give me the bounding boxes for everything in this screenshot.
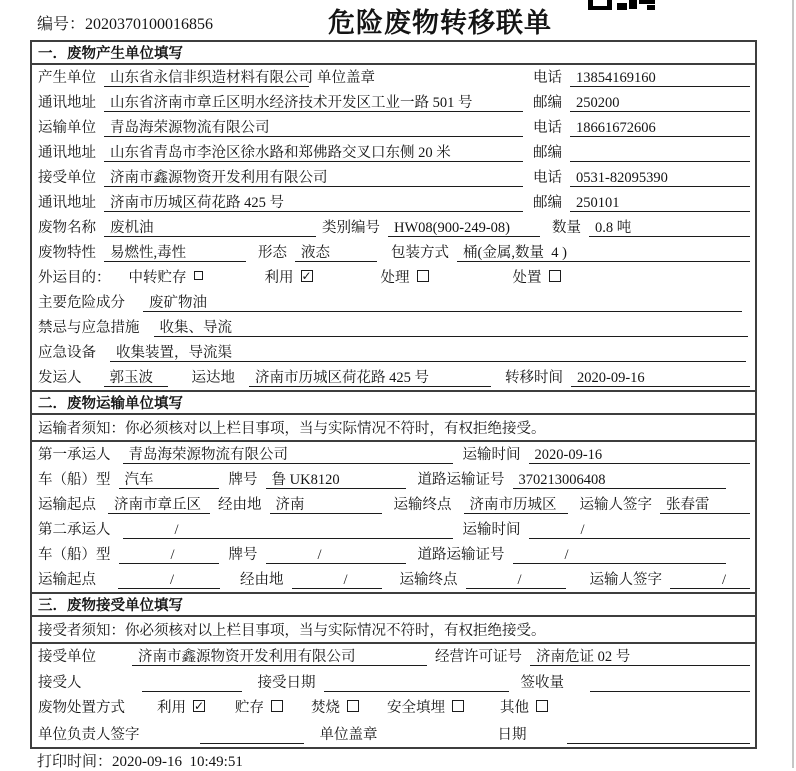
checkbox-label: 贮存 (235, 700, 264, 716)
form-row (32, 542, 755, 567)
producer-unit-value: 山东省永信非织造材料有限公司 (104, 69, 309, 87)
print-time-label: 打印时间： (37, 754, 113, 770)
field-label: 电话 (533, 170, 562, 186)
field-label: 经由地 (240, 572, 284, 588)
field-label: 电话 (533, 70, 562, 86)
print-time-value: 2020-09-16 10:49:51 (112, 754, 243, 770)
checkbox-icon (452, 700, 464, 712)
transporter-address-value: 山东省青岛市李沧区徐水路和郑佛路交叉口东侧 20 米 (104, 144, 523, 162)
form-row (32, 644, 755, 669)
section-receiver-title: 三．废物接受单位填写 (32, 592, 755, 617)
transport-date-1-value: 2020-09-16 (529, 446, 751, 464)
section-producer-title: 一．废物产生单位填写 (32, 42, 755, 65)
field-label: 运输人签字 (589, 572, 662, 588)
form-row (32, 165, 755, 190)
checkbox-checked-icon: ✓ (193, 698, 205, 713)
terminal-2-value: / (466, 571, 566, 589)
field-label: 单位负责人签字 (38, 727, 140, 743)
producer-postcode-value: 250200 (570, 94, 750, 112)
purpose-use-checkbox (265, 266, 313, 287)
form-row (32, 65, 755, 90)
unit-seal-2-label: 单位盖章 (319, 727, 378, 743)
waste-name-value: 废机油 (104, 219, 316, 237)
receive-unit-value: 济南市鑫源物资开发利用有限公司 (132, 648, 427, 666)
date-value (567, 726, 751, 744)
field-label: 废物名称 (38, 220, 96, 236)
field-label: 类别编号 (322, 220, 380, 236)
plate-number-1-value: 鲁 UK8120 (266, 471, 406, 489)
checkbox-icon (536, 700, 548, 712)
form-row (32, 290, 755, 315)
purpose-dispose-checkbox (513, 266, 561, 287)
field-label: 车（船）型 (38, 547, 111, 563)
field-label: 接受单位 (38, 649, 96, 665)
field-label: 经由地 (218, 497, 262, 513)
packaging-value: 桶(金属,数量 4 ) (457, 244, 750, 262)
destination-value: 济南市历城区荷花路 425 号 (249, 369, 491, 387)
field-label: 经营许可证号 (435, 649, 522, 665)
field-label: 运输时间 (462, 447, 521, 463)
form-row (32, 140, 755, 165)
consignor-value: 郭玉波 (104, 369, 168, 387)
form-state-value: 液态 (295, 244, 377, 262)
receiver-address-value: 济南市历城区荷花路 425 号 (104, 194, 523, 212)
section-receiver-notice: 接受者须知：你必须核对以上栏目事项，当与实际情况不符时，有权拒绝接受。 (32, 617, 755, 644)
received-amount-value (590, 674, 750, 692)
form-row (32, 442, 755, 467)
disposal-use-checkbox (157, 696, 205, 717)
form-row (32, 215, 755, 240)
quantity-value: 0.8 吨 (589, 219, 750, 237)
field-label: 禁忌与应急措施 (38, 320, 140, 336)
field-label: 邮编 (533, 95, 562, 111)
field-label: 邮编 (533, 195, 562, 211)
field-label: 通讯地址 (38, 95, 96, 111)
checkbox-icon (271, 700, 283, 712)
form-row (32, 190, 755, 215)
transporter-phone-value: 18661672606 (570, 119, 750, 137)
transporter-sign-2-value: / (670, 571, 750, 589)
field-label: 运输单位 (38, 120, 96, 136)
field-label: 签收量 (520, 675, 564, 691)
category-code-value: HW08(900-249-08) (388, 219, 540, 237)
field-label: 产生单位 (38, 70, 96, 86)
field-label: 道路运输证号 (417, 547, 505, 563)
checkbox-label: 其他 (500, 700, 529, 716)
form-row (32, 115, 755, 140)
first-carrier-value: 青岛海荣源物流有限公司 (123, 446, 453, 464)
field-label: 转移时间 (505, 370, 563, 386)
disposal-burn-checkbox (311, 696, 359, 717)
transfer-date-value: 2020-09-16 (571, 369, 750, 387)
field-label: 第一承运人 (38, 447, 111, 463)
transporter-sign-1-value: 张春雷 (660, 496, 750, 514)
second-carrier-value: / (123, 521, 453, 539)
field-label: 牌号 (228, 472, 258, 488)
field-label: 废物处置方式 (38, 700, 125, 716)
receiver-person-value (142, 674, 242, 692)
field-label: 车（船）型 (38, 472, 111, 488)
field-label: 形态 (258, 245, 287, 261)
waste-property-value: 易燃性,毒性 (104, 244, 246, 262)
field-label: 运输起点 (38, 572, 96, 588)
field-label: 日期 (497, 727, 527, 743)
checkbox-label: 利用 (157, 700, 186, 716)
field-label: 通讯地址 (38, 145, 96, 161)
producer-address-value: 山东省济南市章丘区明水经济技术开发区工业一路 501 号 (104, 94, 523, 112)
doc-title: 危险废物转移联单 (328, 8, 552, 38)
section-transporter-title: 二．废物运输单位填写 (32, 390, 755, 415)
form-row (32, 567, 755, 592)
form-row (32, 90, 755, 115)
checkbox-label: 中转贮存 (128, 270, 187, 286)
checkbox-icon (417, 270, 429, 282)
field-label: 发运人 (38, 370, 82, 386)
receiver-phone-value: 0531-82095390 (570, 169, 750, 187)
field-label: 牌号 (228, 547, 258, 563)
main-hazard-value: 废矿物油 (143, 294, 742, 312)
vehicle-type-2-value: / (119, 546, 219, 564)
serial-label: 编号： (37, 16, 86, 33)
field-label: 包装方式 (391, 245, 449, 261)
checkbox-icon (347, 700, 359, 712)
via-1-value: 济南 (270, 496, 382, 514)
terminal-1-value: 济南市历城区 (464, 496, 568, 514)
form-row (32, 467, 755, 492)
field-label: 电话 (533, 120, 562, 136)
transporter-postcode-value (570, 144, 750, 162)
field-label: 运输时间 (462, 522, 521, 538)
form-row (32, 492, 755, 517)
form-row (32, 315, 755, 340)
field-label: 通讯地址 (38, 195, 96, 211)
receiver-unit-value: 济南市鑫源物资开发利用有限公司 (104, 169, 523, 187)
section-transporter-notice: 运输者须知：你必须核对以上栏目事项，当与实际情况不符时，有权拒绝接受。 (32, 415, 755, 442)
form-row (32, 720, 755, 747)
license-number-value: 济南危证 02 号 (530, 648, 750, 666)
form-row (32, 265, 755, 290)
field-label: 外运目的： (38, 270, 111, 286)
vehicle-type-1-value: 汽车 (119, 471, 219, 489)
road-permit-1-value: 370213006408 (513, 471, 727, 489)
field-label: 废物特性 (38, 245, 96, 261)
serial-number: 2020370100016856 (85, 16, 214, 33)
page-edge-line (792, 0, 794, 768)
field-label: 第二承运人 (38, 522, 111, 538)
receive-date-value (324, 674, 509, 692)
taboo-measures-value: 收集、导流 (154, 319, 749, 337)
transport-date-2-value: / (529, 521, 751, 539)
producer-phone-value: 13854169160 (570, 69, 750, 87)
checkbox-icon (549, 270, 561, 282)
form-row (32, 669, 755, 695)
field-label: 运输终点 (399, 572, 458, 588)
field-label: 数量 (552, 220, 581, 236)
checkbox-label: 利用 (264, 270, 294, 286)
field-label: 运输起点 (38, 497, 96, 513)
form-row (32, 517, 755, 542)
checkbox-label: 焚烧 (311, 700, 340, 716)
receiver-postcode-value: 250101 (570, 194, 750, 212)
field-label: 接受单位 (38, 170, 96, 186)
form-row (32, 240, 755, 265)
road-permit-2-value: / (513, 546, 727, 564)
field-label: 应急设备 (38, 345, 96, 361)
field-label: 接受日期 (257, 675, 316, 691)
manifest-form (30, 40, 757, 749)
emergency-equipment-value: 收集装置，导流渠 (110, 344, 746, 362)
disposal-landfill-checkbox (387, 696, 464, 717)
checkbox-label: 处理 (380, 270, 410, 286)
field-label: 道路运输证号 (417, 472, 505, 488)
field-label: 运达地 (191, 370, 235, 386)
checkbox-label: 处置 (512, 270, 542, 286)
transporter-unit-value: 青岛海荣源物流有限公司 (104, 119, 523, 137)
disposal-store-checkbox (235, 696, 283, 717)
field-label: 邮编 (533, 145, 562, 161)
unit-seal-label: 单位盖章 (317, 70, 375, 86)
checkbox-checked-icon: ✓ (301, 268, 312, 283)
field-label: 接受人 (38, 675, 82, 691)
checkbox-icon (194, 271, 203, 280)
form-row (32, 365, 755, 390)
plate-number-2-value: / (266, 546, 406, 564)
checkbox-label: 安全填埋 (387, 700, 445, 716)
field-label: 运输人签字 (579, 497, 652, 513)
purpose-transit-checkbox (129, 266, 203, 287)
field-label: 运输终点 (393, 497, 452, 513)
responsible-sign-value (200, 726, 304, 744)
purpose-treat-checkbox (381, 266, 429, 287)
origin-2-value: / (118, 571, 220, 589)
form-row (32, 340, 755, 365)
field-label: 主要危险成分 (38, 295, 125, 311)
via-2-value: / (292, 571, 382, 589)
form-row (32, 695, 755, 720)
disposal-other-checkbox (500, 696, 548, 717)
origin-1-value: 济南市章丘区 (108, 496, 210, 514)
